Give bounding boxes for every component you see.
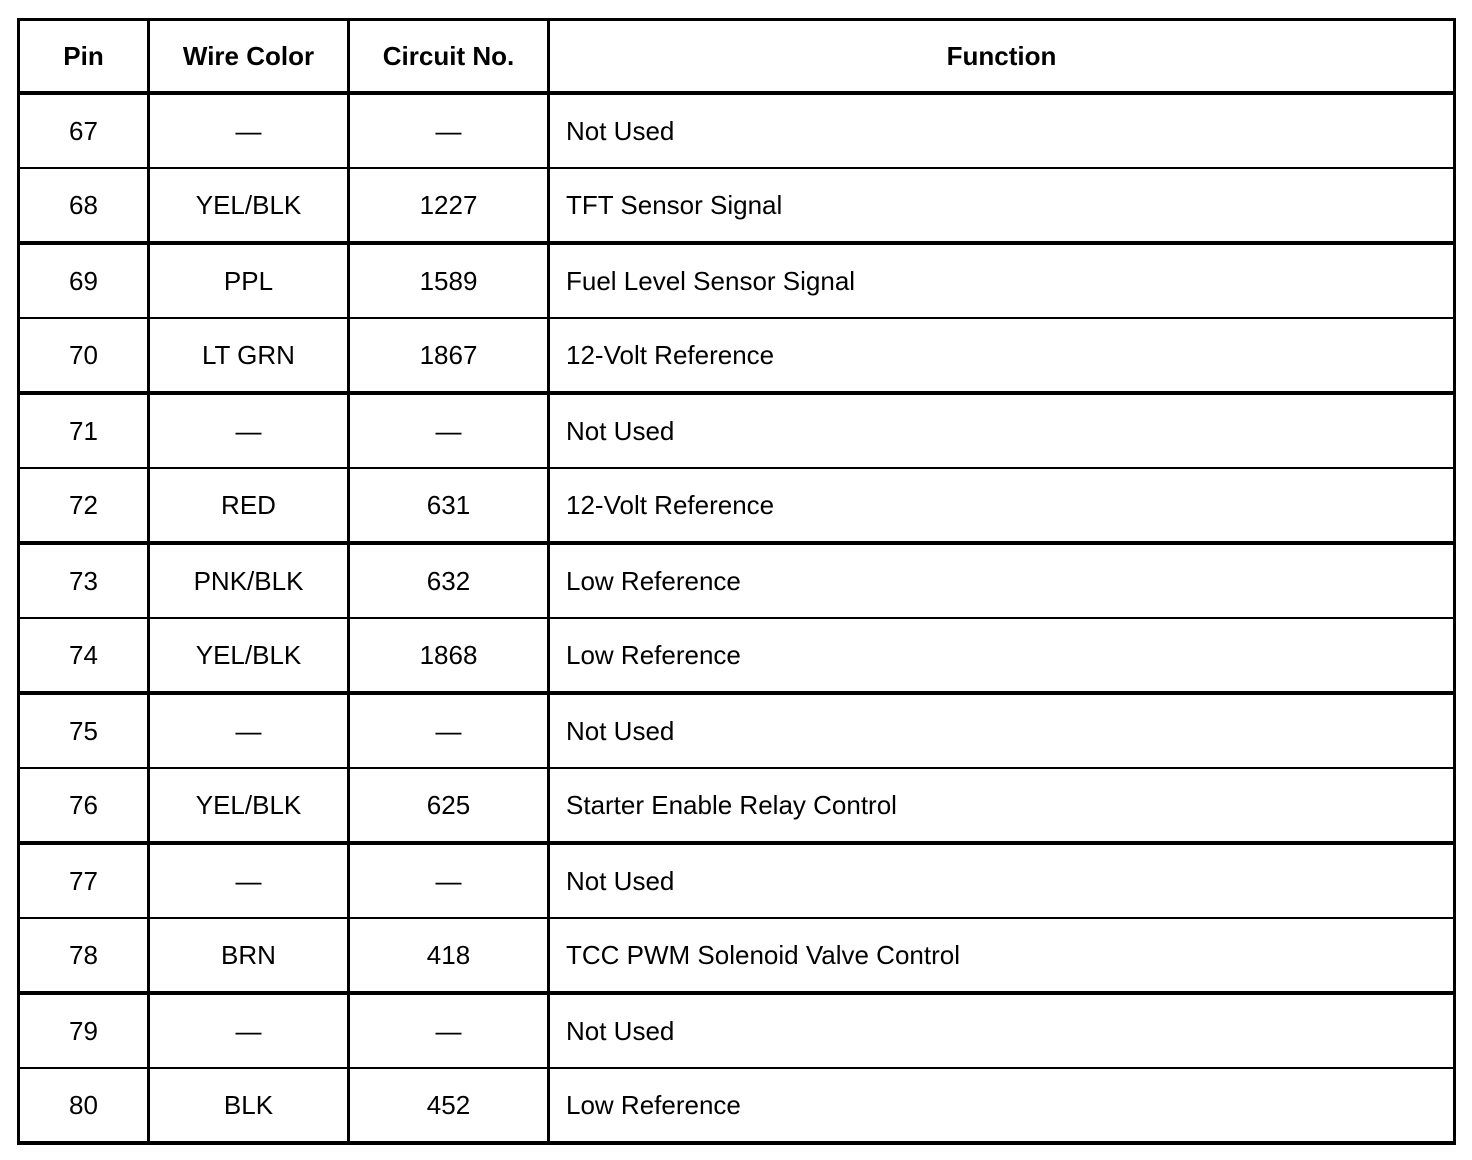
table-row [19,93,1455,168]
pin-cell: 70 [19,318,149,393]
table-row [19,843,1455,918]
function-cell: Low Reference [549,543,1455,618]
function-cell: TCC PWM Solenoid Valve Control [549,918,1455,993]
circuit-no-cell: — [349,693,549,768]
pin-cell: 71 [19,393,149,468]
circuit-no-cell: — [349,843,549,918]
connector-pinout-table [17,18,1456,1145]
function-cell: Not Used [549,993,1455,1068]
circuit-no-cell: 418 [349,918,549,993]
pin-cell: 74 [19,618,149,693]
table-row [19,468,1455,543]
function-cell: Not Used [549,693,1455,768]
header-circuit-no: Circuit No. [349,20,549,94]
wire-color-cell: BRN [149,918,349,993]
wire-color-cell: LT GRN [149,318,349,393]
table-row [19,693,1455,768]
table-row [19,168,1455,243]
wire-color-cell: — [149,393,349,468]
function-cell: Low Reference [549,1068,1455,1143]
circuit-no-cell: 631 [349,468,549,543]
header-wire-color: Wire Color [149,20,349,94]
header-function: Function [549,20,1455,94]
table-row [19,768,1455,843]
table-row [19,543,1455,618]
function-cell: TFT Sensor Signal [549,168,1455,243]
circuit-no-cell: 1867 [349,318,549,393]
table-row [19,393,1455,468]
wire-color-cell: — [149,693,349,768]
table-row [19,243,1455,318]
function-cell: Not Used [549,393,1455,468]
table-row [19,318,1455,393]
wire-color-cell: — [149,993,349,1068]
wire-color-cell: PPL [149,243,349,318]
pin-cell: 68 [19,168,149,243]
circuit-no-cell: 1589 [349,243,549,318]
wire-color-cell: YEL/BLK [149,768,349,843]
table-row [19,918,1455,993]
pin-cell: 69 [19,243,149,318]
function-cell: Starter Enable Relay Control [549,768,1455,843]
function-cell: Not Used [549,843,1455,918]
circuit-no-cell: — [349,993,549,1068]
wire-color-cell: PNK/BLK [149,543,349,618]
function-cell: Not Used [549,93,1455,168]
function-cell: 12-Volt Reference [549,468,1455,543]
pin-cell: 78 [19,918,149,993]
wire-color-cell: RED [149,468,349,543]
circuit-no-cell: 1227 [349,168,549,243]
table-row [19,1068,1455,1143]
wire-color-cell: BLK [149,1068,349,1143]
wire-color-cell: — [149,93,349,168]
wire-color-cell: YEL/BLK [149,618,349,693]
circuit-no-cell: 452 [349,1068,549,1143]
wire-color-cell: — [149,843,349,918]
pin-cell: 80 [19,1068,149,1143]
pin-cell: 73 [19,543,149,618]
table-row [19,618,1455,693]
circuit-no-cell: 1868 [349,618,549,693]
pin-cell: 67 [19,93,149,168]
pin-cell: 79 [19,993,149,1068]
pin-cell: 76 [19,768,149,843]
wire-color-cell: YEL/BLK [149,168,349,243]
function-cell: Fuel Level Sensor Signal [549,243,1455,318]
pin-cell: 72 [19,468,149,543]
circuit-no-cell: — [349,93,549,168]
function-cell: Low Reference [549,618,1455,693]
table-header-row [19,20,1455,94]
pin-cell: 75 [19,693,149,768]
function-cell: 12-Volt Reference [549,318,1455,393]
pin-cell: 77 [19,843,149,918]
circuit-no-cell: 625 [349,768,549,843]
circuit-no-cell: 632 [349,543,549,618]
header-pin: Pin [19,20,149,94]
table-row [19,993,1455,1068]
circuit-no-cell: — [349,393,549,468]
